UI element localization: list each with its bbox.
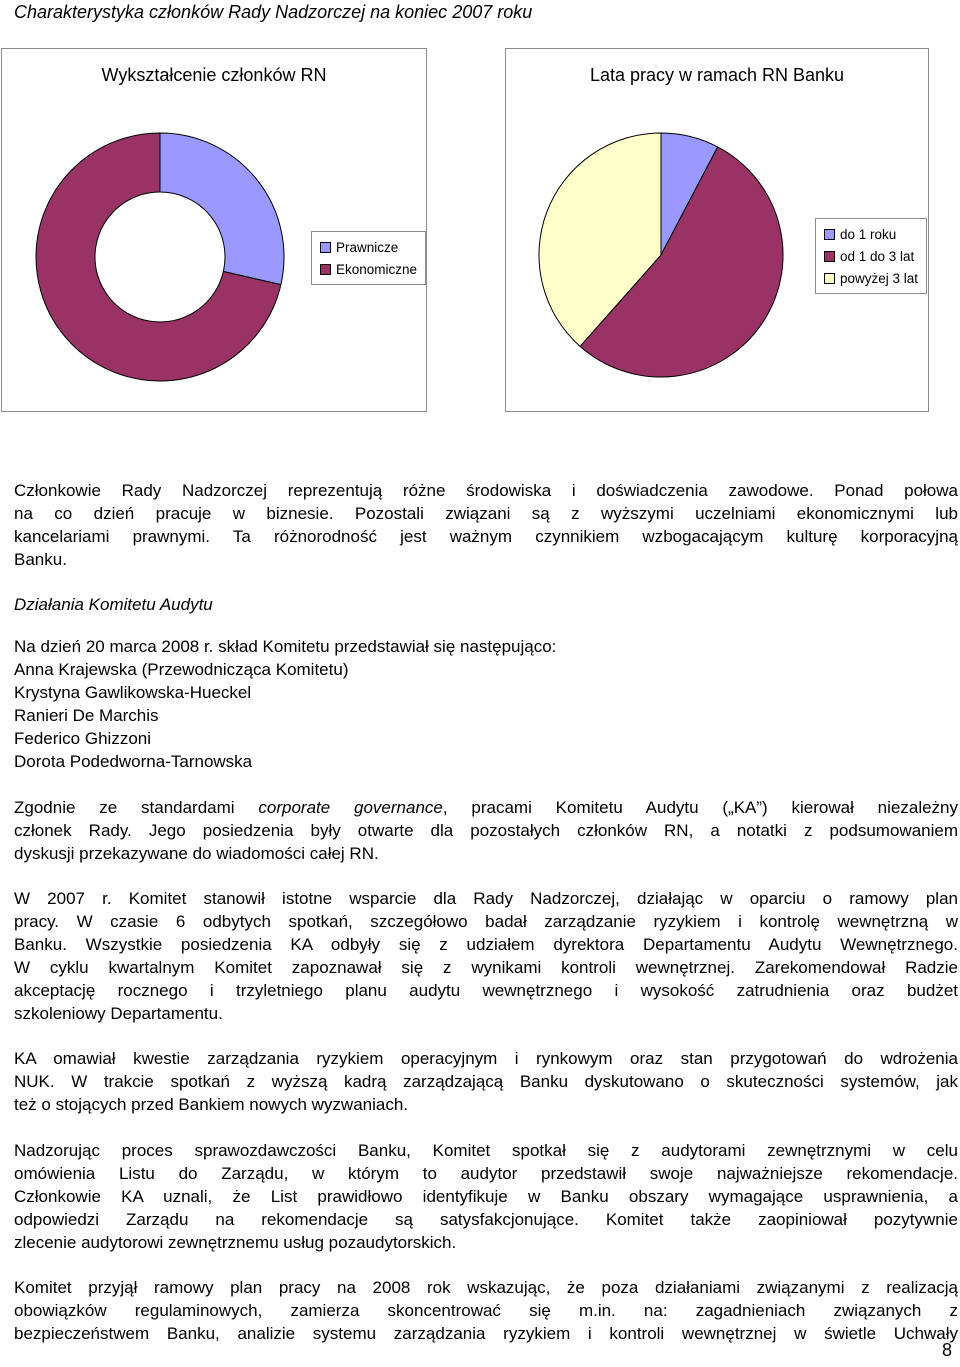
committee-composition (14, 635, 556, 773)
legend-item-od-1-do-3-lat (824, 245, 918, 267)
member-name: Krystyna Gawlikowska-Hueckel (14, 683, 252, 702)
pie-slice-prawnicze (160, 133, 284, 285)
member-name: Ranieri De Marchis (14, 706, 159, 725)
text-line (14, 796, 958, 819)
member-name: Anna Krajewska (Przewodnicząca Komitetu) (14, 660, 349, 679)
legend-label: Prawnicze (336, 239, 399, 255)
text-line: omówienia Listu do Zarządu, w którym to audytor przedstawił swoje najważniejsze rekomendacje. (14, 1164, 958, 1183)
paragraph-audit-process (14, 1139, 958, 1254)
education-donut (10, 107, 310, 407)
legend-item-do-1-roku (824, 223, 918, 245)
text-line: zlecenie audytorowi zewnętrznemu usług pozaudytorskich. (14, 1233, 457, 1252)
paragraph-governance (14, 796, 958, 865)
text-line: Komitet przyjął ramowy plan pracy na 2008 rok wskazując, że poza działaniami związanymi z realizacją (14, 1278, 958, 1297)
paragraph-2007-activity (14, 887, 958, 1025)
text-line: Nadzorując proces sprawozdawczości Banku, Komitet spotkał się z audytorami zewnętrznymi w celu (14, 1141, 958, 1160)
legend-swatch-powyzej-3-lat (824, 273, 835, 284)
legend-label: od 1 do 3 lat (840, 248, 915, 264)
text-line: W 2007 r. Komitet stanowił istotne wsparcie dla Rady Nadzorczej, działając w oparciu o ramowy plan (14, 889, 958, 908)
tenure-chart-title: Lata pracy w ramach RN Banku (589, 65, 845, 85)
text-line: akceptację rocznego i trzyletniego planu audytu wewnętrznego i wysokość zatrudnienia oraz budżet (14, 981, 958, 1000)
composition-intro: Na dzień 20 marca 2008 r. skład Komitetu przedstawiał się następująco: (14, 637, 557, 656)
text-line: obowiązków regulaminowych, zamierza skoncentrować się m.in. na: zagadnieniach związanych z (14, 1301, 958, 1320)
education-chart-title: Wykształcenie członków RN (101, 65, 327, 85)
legend-swatch-prawnicze (320, 242, 331, 253)
text-line: Członkowie Rady Nadzorczej reprezentują różne środowiska i doświadczenia zawodowe. Ponad połowa (14, 481, 958, 500)
tenure-chart (505, 48, 929, 412)
legend-item-powyzej-3-lat (824, 267, 918, 289)
text-line: Banku. (14, 550, 67, 569)
text-line: też o stojących przed Bankiem nowych wyzwaniach. (14, 1095, 409, 1114)
education-legend (311, 231, 426, 285)
text-line: Członkowie KA uznali, że List prawidłowo identyfikuje w Banku obszary wymagające usprawnienia, a (14, 1187, 958, 1206)
legend-item-prawnicze (320, 236, 417, 258)
text-line: KA omawiał kwestie zarządzania ryzykiem operacyjnym i rynkowym oraz stan przygotowań do wdrożenia (14, 1049, 958, 1068)
text-run: Zgodnie ze standardami (14, 798, 259, 817)
text-run: , pracami Komitetu Audytu („KA”) kierował niezależny (442, 798, 959, 817)
tenure-pie (531, 125, 791, 385)
legend-swatch-do-1-roku (824, 229, 835, 240)
education-chart (1, 48, 427, 412)
tenure-legend (815, 218, 927, 294)
page-heading: Charakterystyka członków Rady Nadzorczej na koniec 2007 roku (14, 2, 533, 22)
text-line: Banku. Wszystkie posiedzenia KA odbyły się z udziałem dyrektora Departamentu Audytu Wewnętrznego. (14, 935, 958, 954)
text-line: kancelariami prawnymi. Ta różnorodność jest ważnym czynnikiem wzbogacającym kulturę korporacyjną (14, 527, 958, 546)
member-name: Federico Ghizzoni (14, 729, 152, 748)
legend-label: powyżej 3 lat (840, 270, 919, 286)
text-line: bezpieczeństwem Banku, analizie systemu zarządzania ryzykiem i kontroli wewnętrznej w świetle Uchwały (14, 1324, 958, 1343)
text-run-italic: corporate governance (258, 798, 443, 817)
legend-item-ekonomiczne (320, 258, 417, 280)
text-line: odpowiedzi Zarządu na rekomendacje są satysfakcjonujące. Komitet także zaopiniował pozytywnie (14, 1210, 958, 1229)
text-line: NUK. W trakcie spotkań z wyższą kadrą zarządzającą Banku dyskutowano o skuteczności systemów, jak (14, 1072, 958, 1091)
paragraph-risk (14, 1047, 958, 1116)
paragraph-board-composition (14, 479, 958, 571)
member-name: Dorota Podedworna-Tarnowska (14, 752, 253, 771)
legend-swatch-ekonomiczne (320, 264, 331, 275)
text-line: członek Rady. Jego posiedzenia były otwarte dla pozostałych członków RN, a notatki z podsumowaniem (14, 821, 958, 840)
legend-swatch-od-1-do-3-lat (824, 251, 835, 262)
text-line: pracy. W czasie 6 odbytych spotkań, szczegółowo badał zarządzanie ryzykiem i kontrolę wewnętrzną w (14, 912, 958, 931)
paragraph-2008-plan (14, 1276, 958, 1345)
legend-label: Ekonomiczne (336, 261, 418, 277)
section-title: Działania Komitetu Audytu (14, 595, 213, 614)
text-line: na co dzień pracuje w biznesie. Pozostali związani są z wyższymi uczelniami ekonomicznymi lub (14, 504, 958, 523)
text-line: szkoleniowy Departamentu. (14, 1004, 223, 1023)
text-line: dyskusji przekazywane do wiadomości całej RN. (14, 844, 379, 863)
page-number: 8 (941, 1340, 952, 1360)
legend-label: do 1 roku (840, 226, 897, 242)
text-line: W cyklu kwartalnym Komitet zapoznawał się z wynikami kontroli wewnętrznej. Zarekomendował Radzie (14, 958, 958, 977)
